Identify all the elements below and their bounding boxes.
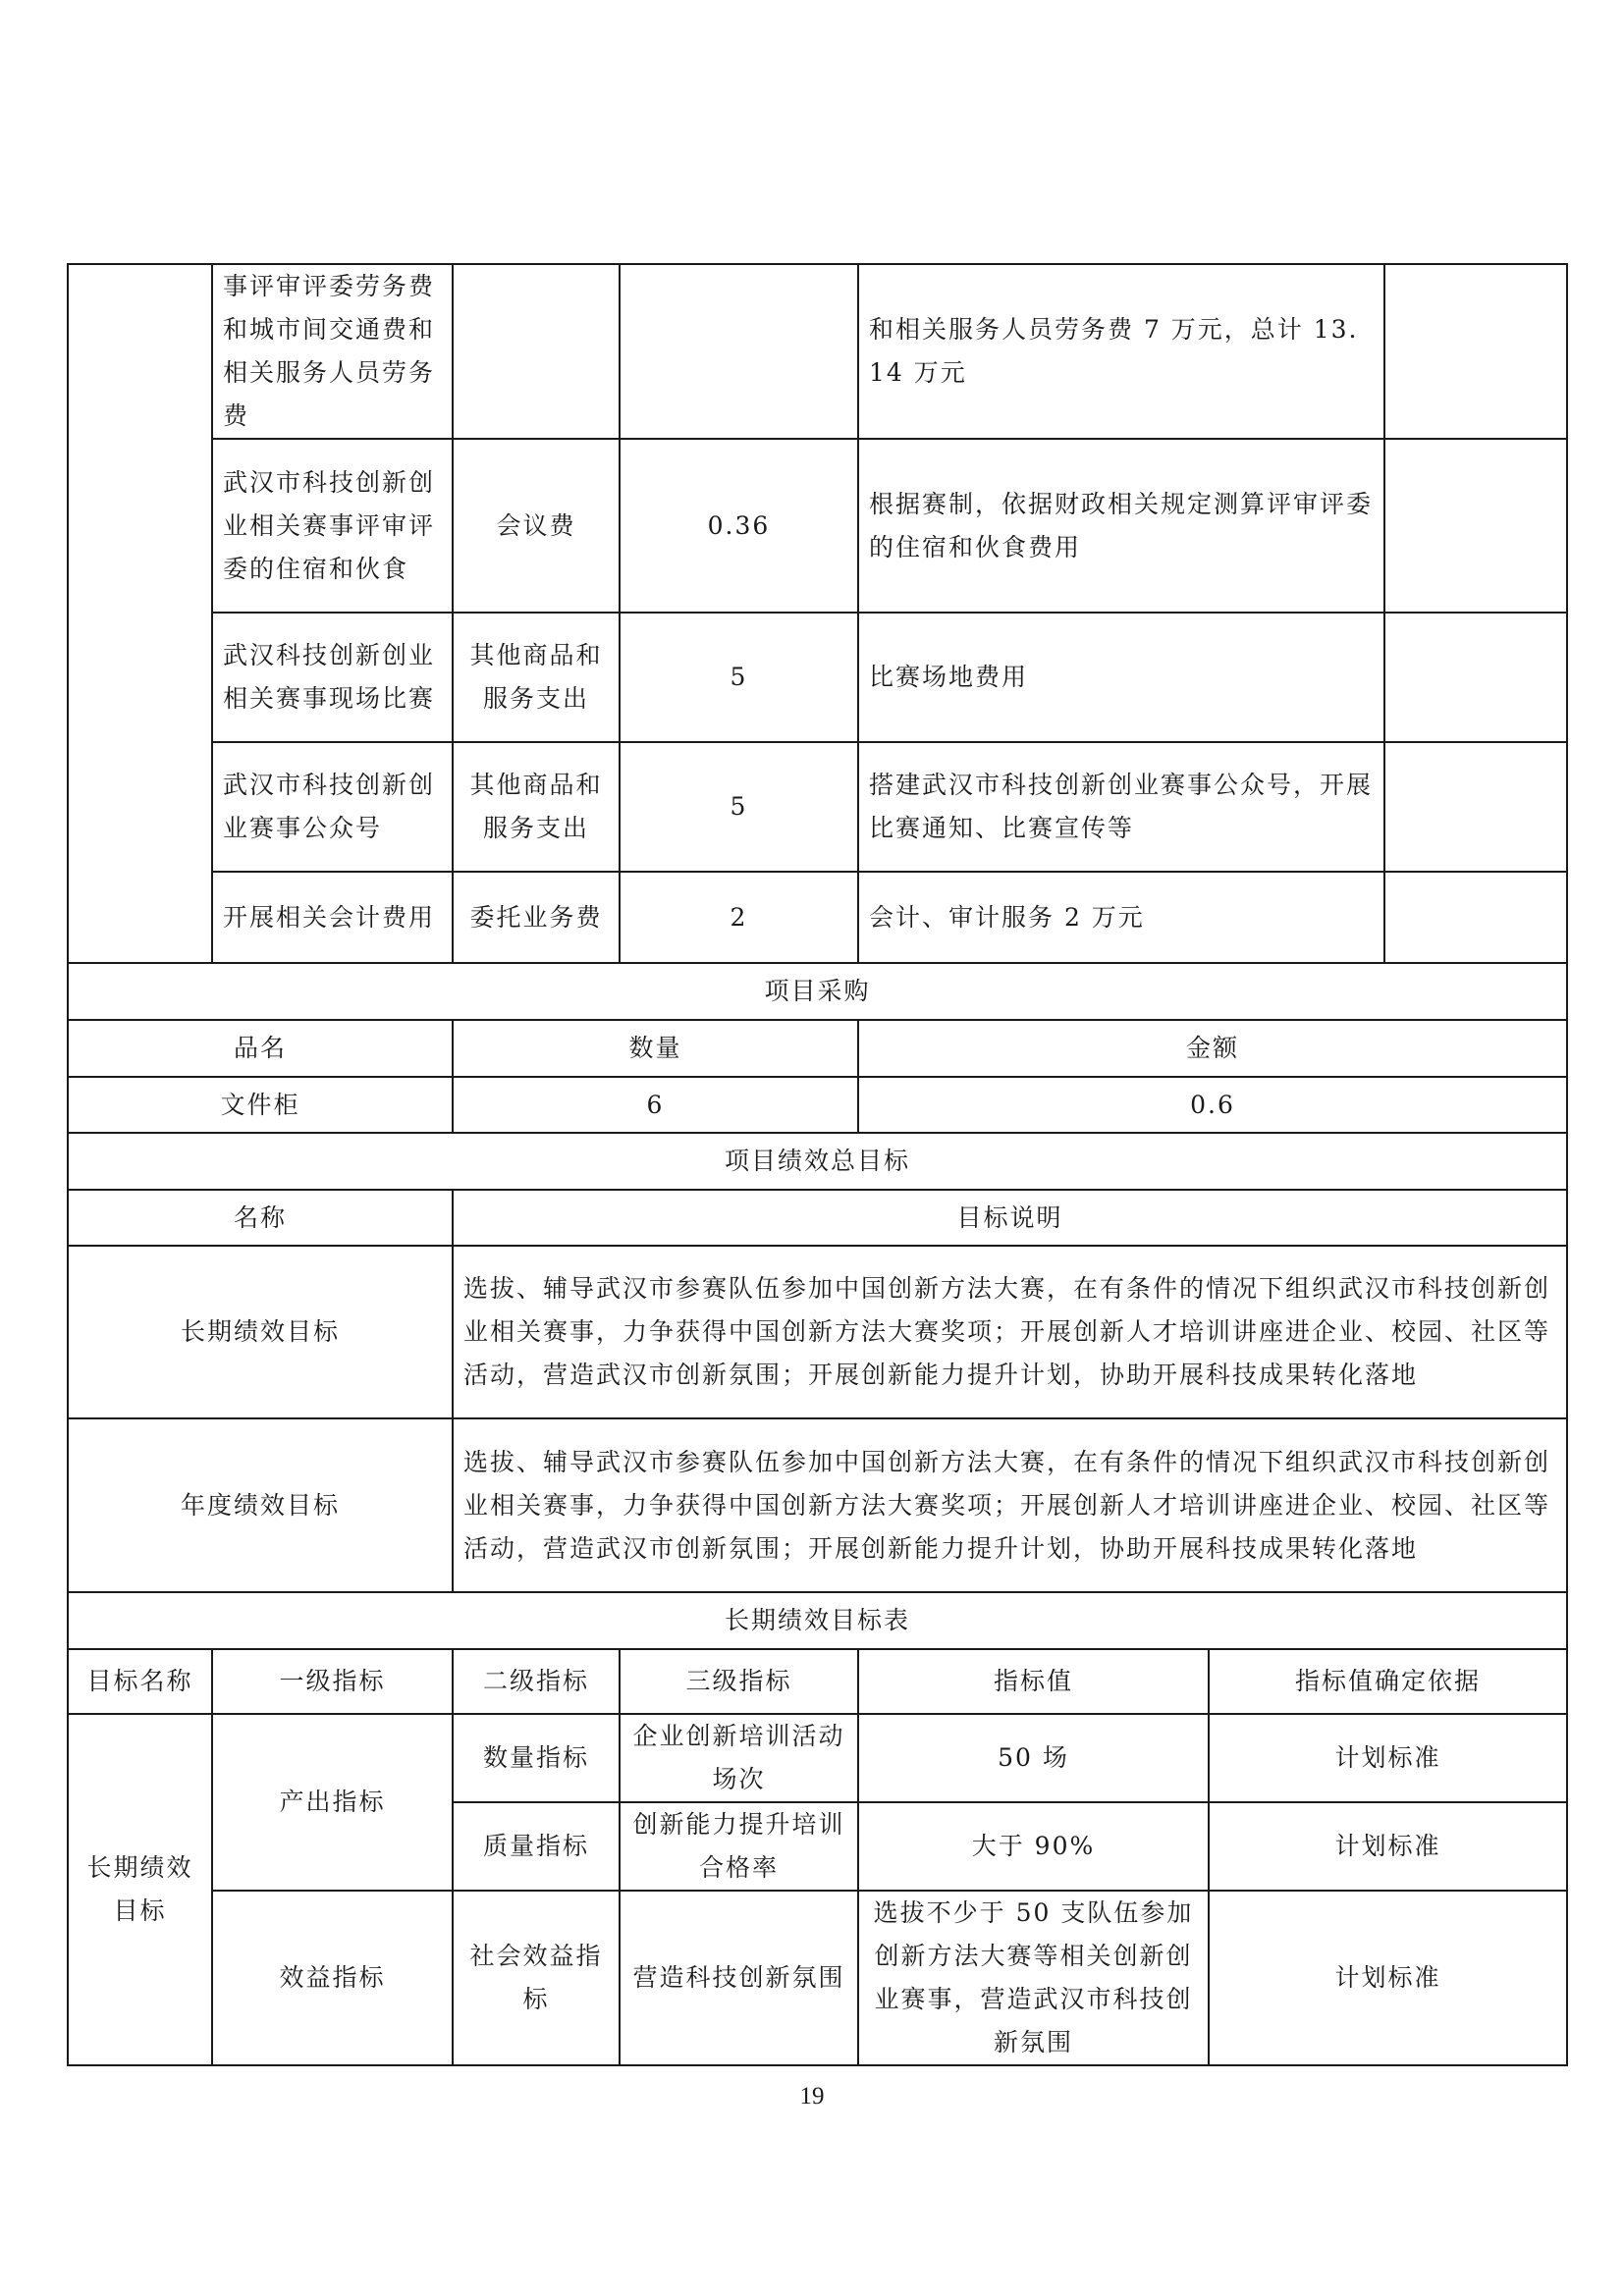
- header-level3: 三级指标: [620, 1649, 858, 1714]
- level3-cell: 企业创新培训活动场次: [620, 1714, 858, 1802]
- level1-cell: 效益指标: [212, 1891, 453, 2065]
- budget-item: 武汉市科技创新创业赛事公众号: [212, 742, 453, 872]
- blank-cell: [1384, 742, 1567, 872]
- budget-category: 其他商品和服务支出: [453, 613, 620, 742]
- long-term-table-title: 长期绩效目标表: [68, 1592, 1567, 1649]
- long-term-header-row: [68, 1649, 1567, 1714]
- budget-amount: 5: [620, 613, 858, 742]
- value-cell: 选拔不少于 50 支队伍参加创新方法大赛等相关创新创业赛事，营造武汉市科技创新氛围: [858, 1891, 1209, 2065]
- blank-cell: [1384, 439, 1567, 613]
- overall-goal-row: [68, 1246, 1567, 1418]
- basis-cell: 计划标准: [1209, 1802, 1567, 1891]
- indicator-row: [68, 1714, 1567, 1802]
- header-value: 指标值: [858, 1649, 1209, 1714]
- blank-cell: [1384, 264, 1567, 439]
- overall-goal-desc: 选拔、辅导武汉市参赛队伍参加中国创新方法大赛，在有条件的情况下组织武汉市科技创新创业相关赛事，力争获得中国创新方法大赛奖项；开展创新人才培训讲座进企业、校园、社区等活动，营造武汉市创新氛围；开展创新能力提升计划，协助开展科技成果转化落地: [453, 1418, 1567, 1592]
- budget-basis: 搭建武汉市科技创新创业赛事公众号，开展比赛通知、比赛宣传等: [858, 742, 1384, 872]
- procurement-header-name: 品名: [68, 1020, 453, 1077]
- budget-row: [68, 872, 1567, 963]
- budget-basis: 根据赛制，依据财政相关规定测算评审评委的住宿和伙食费用: [858, 439, 1384, 613]
- header-level2: 二级指标: [453, 1649, 620, 1714]
- level2-cell: 社会效益指标: [453, 1891, 620, 2065]
- value-cell: 大于 90%: [858, 1802, 1209, 1891]
- basis-cell: 计划标准: [1209, 1714, 1567, 1802]
- budget-item: 开展相关会计费用: [212, 872, 453, 963]
- goal-name-cell: 长期绩效目标: [68, 1714, 212, 2065]
- overall-goal-row: [68, 1418, 1567, 1592]
- budget-performance-table: [67, 263, 1568, 2066]
- overall-goals-title: 项目绩效总目标: [68, 1133, 1567, 1190]
- header-goal-name: 目标名称: [68, 1649, 212, 1714]
- overall-goal-name: 年度绩效目标: [68, 1418, 453, 1592]
- budget-basis: 会计、审计服务 2 万元: [858, 872, 1384, 963]
- procurement-title: 项目采购: [68, 963, 1567, 1020]
- overall-goal-desc: 选拔、辅导武汉市参赛队伍参加中国创新方法大赛，在有条件的情况下组织武汉市科技创新创业相关赛事，力争获得中国创新方法大赛奖项；开展创新人才培训讲座进企业、校园、社区等活动，营造武汉市创新氛围；开展创新能力提升计划，协助开展科技成果转化落地: [453, 1246, 1567, 1418]
- blank-cell: [1384, 613, 1567, 742]
- procurement-header-quantity: 数量: [453, 1020, 858, 1077]
- budget-category: 委托业务费: [453, 872, 620, 963]
- procurement-item-name: 文件柜: [68, 1077, 453, 1133]
- budget-basis: 比赛场地费用: [858, 613, 1384, 742]
- level3-cell: 营造科技创新氛围: [620, 1891, 858, 2065]
- procurement-item-quantity: 6: [453, 1077, 858, 1133]
- overall-goals-header-row: [68, 1190, 1567, 1246]
- budget-row: [68, 439, 1567, 613]
- header-basis: 指标值确定依据: [1209, 1649, 1567, 1714]
- blank-cell: [68, 264, 212, 963]
- header-level1: 一级指标: [212, 1649, 453, 1714]
- basis-cell: 计划标准: [1209, 1891, 1567, 2065]
- overall-goals-header-name: 名称: [68, 1190, 453, 1246]
- budget-category: [453, 264, 620, 439]
- budget-basis: 和相关服务人员劳务费 7 万元，总计 13.14 万元: [858, 264, 1384, 439]
- procurement-header-amount: 金额: [858, 1020, 1567, 1077]
- budget-row: [68, 742, 1567, 872]
- page-number: 19: [799, 2083, 825, 2109]
- budget-item: 武汉科技创新创业相关赛事现场比赛: [212, 613, 453, 742]
- level3-cell: 创新能力提升培训合格率: [620, 1802, 858, 1891]
- budget-row: [68, 264, 1567, 439]
- blank-cell: [1384, 872, 1567, 963]
- value-cell: 50 场: [858, 1714, 1209, 1802]
- budget-row: [68, 613, 1567, 742]
- budget-category: 会议费: [453, 439, 620, 613]
- budget-category: 其他商品和服务支出: [453, 742, 620, 872]
- indicator-row: [68, 1891, 1567, 2065]
- overall-goal-name: 长期绩效目标: [68, 1246, 453, 1418]
- budget-amount: 2: [620, 872, 858, 963]
- level2-cell: 数量指标: [453, 1714, 620, 1802]
- budget-item: 武汉市科技创新创业相关赛事评审评委的住宿和伙食: [212, 439, 453, 613]
- procurement-item-amount: 0.6: [858, 1077, 1567, 1133]
- overall-goals-header-desc: 目标说明: [453, 1190, 1567, 1246]
- budget-amount: 5: [620, 742, 858, 872]
- procurement-header-row: [68, 1020, 1567, 1077]
- level1-cell: 产出指标: [212, 1714, 453, 1891]
- budget-amount: 0.36: [620, 439, 858, 613]
- budget-item: 事评审评委劳务费和城市间交通费和相关服务人员劳务费: [212, 264, 453, 439]
- level2-cell: 质量指标: [453, 1802, 620, 1891]
- procurement-row: [68, 1077, 1567, 1133]
- budget-amount: [620, 264, 858, 439]
